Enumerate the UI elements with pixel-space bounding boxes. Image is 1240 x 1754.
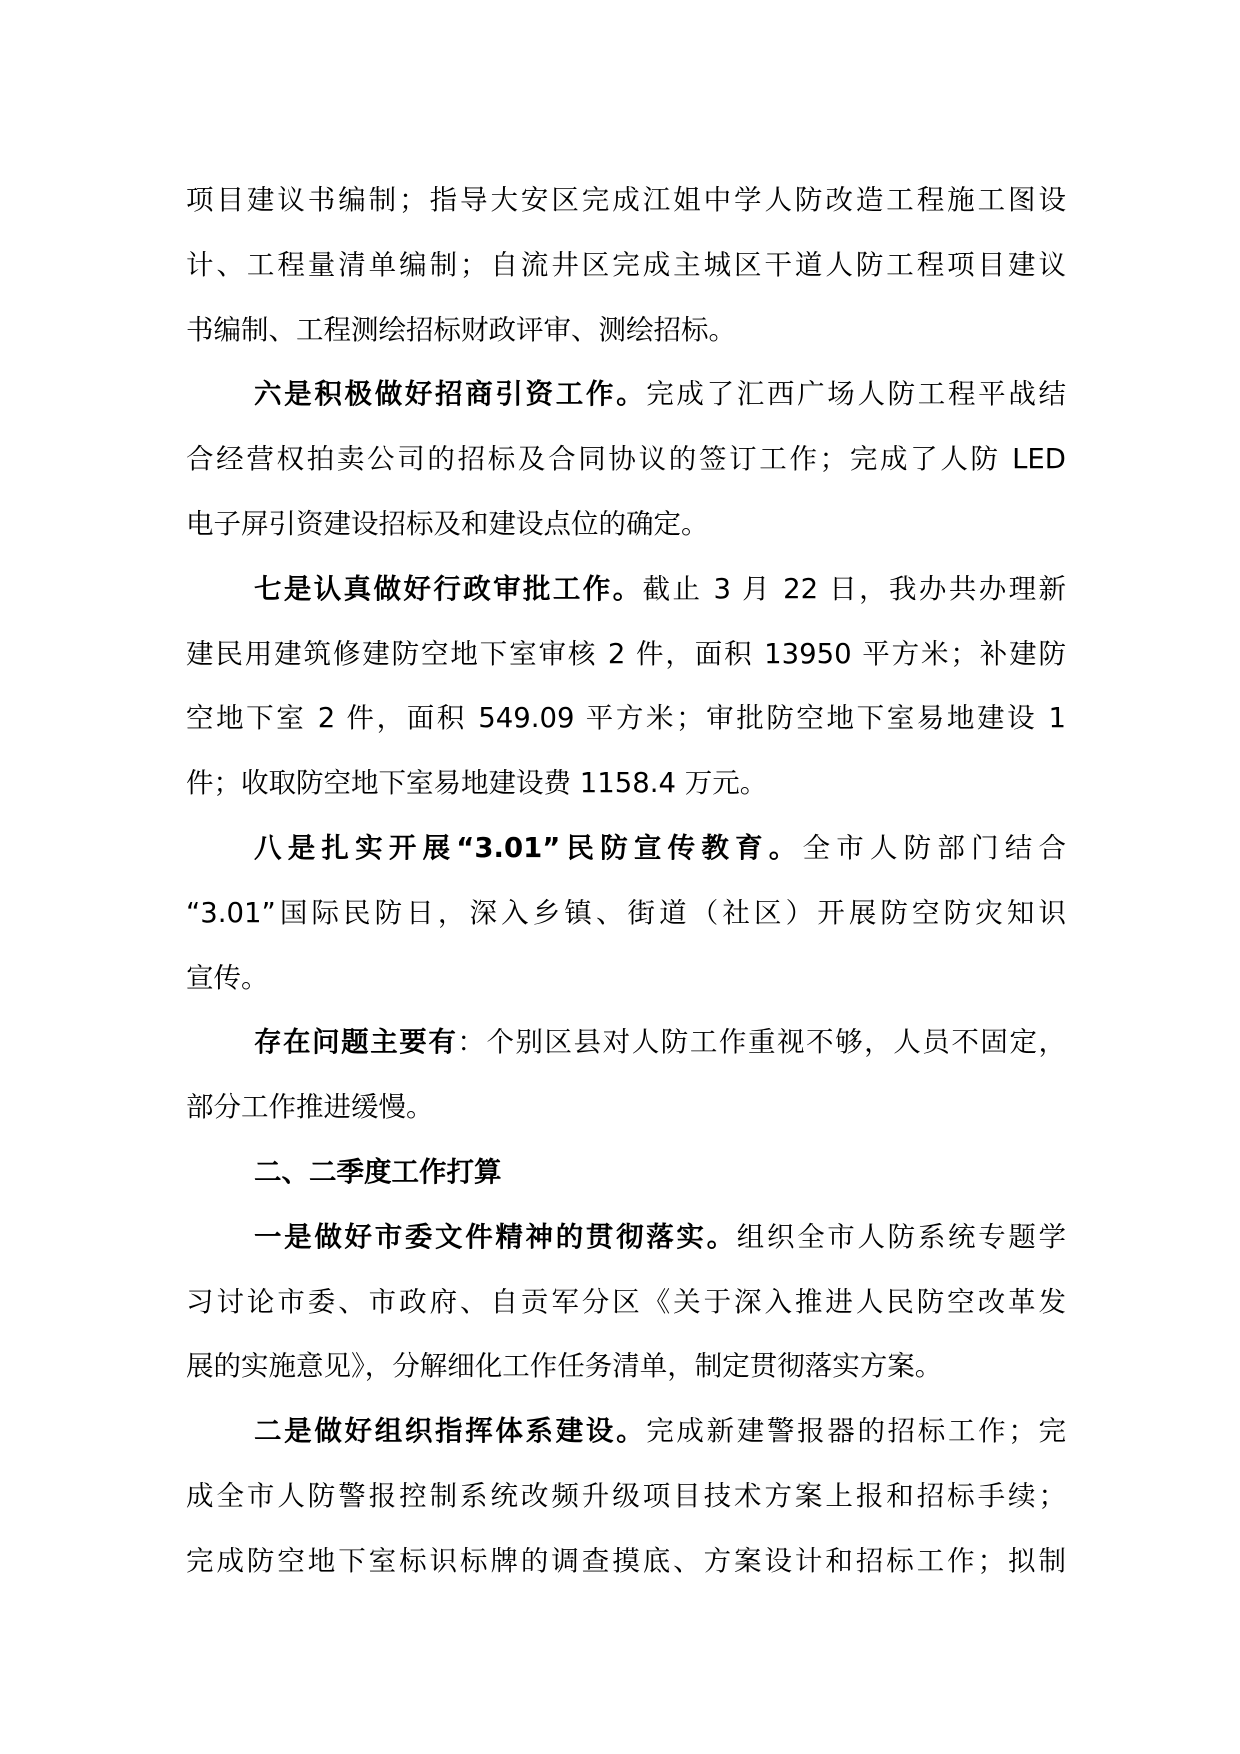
text-line (186, 881, 1066, 946)
document-body (186, 168, 1066, 1594)
text-run: 成全市人防警报控制系统改频升级项目技术方案上报和招标手续； (186, 1479, 1066, 1512)
text-line (186, 492, 1066, 557)
text-run: 合经营权拍卖公司的招标及合同协议的签订工作；完成了人防 LED (186, 443, 1066, 476)
bold-text-run: 二是做好组织指挥体系建设。 (254, 1415, 647, 1448)
text-line (186, 1010, 1066, 1075)
text-line (186, 557, 1066, 622)
text-line (186, 1270, 1066, 1335)
text-run: 展的实施意见》，分解细化工作任务清单，制定贯彻落实方案。 (186, 1350, 943, 1383)
text-line (186, 946, 1066, 1011)
text-line (186, 168, 1066, 233)
text-line (186, 622, 1066, 687)
text-run: 项目建议书编制；指导大安区完成江姐中学人防改造工程施工图设 (186, 184, 1066, 216)
text-run: “3.01”国际民防日，深入乡镇、街道（社区）开展防空防灾知识 (186, 896, 1066, 929)
text-line (186, 816, 1066, 881)
text-line (186, 1399, 1066, 1464)
bold-text-run: 七是认真做好行政审批工作。 (254, 572, 643, 605)
text-line (186, 1205, 1066, 1270)
text-run: 部分工作推进缓慢。 (186, 1091, 434, 1124)
bold-text-run: 六是积极做好招商引资工作。 (254, 378, 647, 411)
text-line (186, 1334, 1066, 1399)
text-line (186, 1464, 1066, 1529)
text-line (186, 751, 1066, 816)
text-run: 电子屏引资建设招标及和建设点位的确定。 (186, 507, 709, 540)
bold-text-run: 八是扎实开展“3.01”民防宣传教育。 (254, 831, 803, 864)
text-line (186, 427, 1066, 492)
text-line (186, 1075, 1066, 1140)
text-run: 书编制、工程测绘招标财政评审、测绘招标。 (186, 313, 736, 346)
text-run: 习讨论市委、市政府、自贡军分区《关于深入推进人民防空改革发 (186, 1285, 1066, 1318)
bold-text-run: 二、二季度工作打算 (254, 1155, 502, 1188)
text-run: 完成了汇西广场人防工程平战结 (646, 378, 1066, 411)
text-line (186, 298, 1066, 363)
text-line (186, 233, 1066, 298)
text-run: 宣传。 (186, 961, 269, 994)
text-run: 件；收取防空地下室易地建设费 1158.4 万元。 (186, 767, 768, 800)
text-run: 组织全市人防系统专题学 (736, 1220, 1067, 1253)
bold-text-run: 存在问题主要有 (254, 1026, 458, 1059)
text-run: 完成新建警报器的招标工作；完 (646, 1415, 1066, 1448)
text-run: 全市人防部门结合 (802, 831, 1066, 864)
text-line (186, 1529, 1066, 1594)
text-run: ：个别区县对人防工作重视不够，人员不固定， (457, 1026, 1066, 1059)
text-run: 截止 3 月 22 日，我办共办理新 (642, 572, 1066, 605)
text-run: 完成防空地下室标识标牌的调查摸底、方案设计和招标工作；拟制 (186, 1544, 1066, 1577)
text-run: 空地下室 2 件，面积 549.09 平方米；审批防空地下室易地建设 1 (186, 702, 1066, 735)
text-run: 建民用建筑修建防空地下室审核 2 件，面积 13950 平方米；补建防 (186, 637, 1066, 670)
text-line (186, 686, 1066, 751)
text-line (186, 1140, 1066, 1205)
text-run: 计、工程量清单编制；自流井区完成主城区干道人防工程项目建议 (186, 248, 1066, 281)
bold-text-run: 一是做好市委文件精神的贯彻落实。 (254, 1220, 737, 1253)
text-line (186, 362, 1066, 427)
